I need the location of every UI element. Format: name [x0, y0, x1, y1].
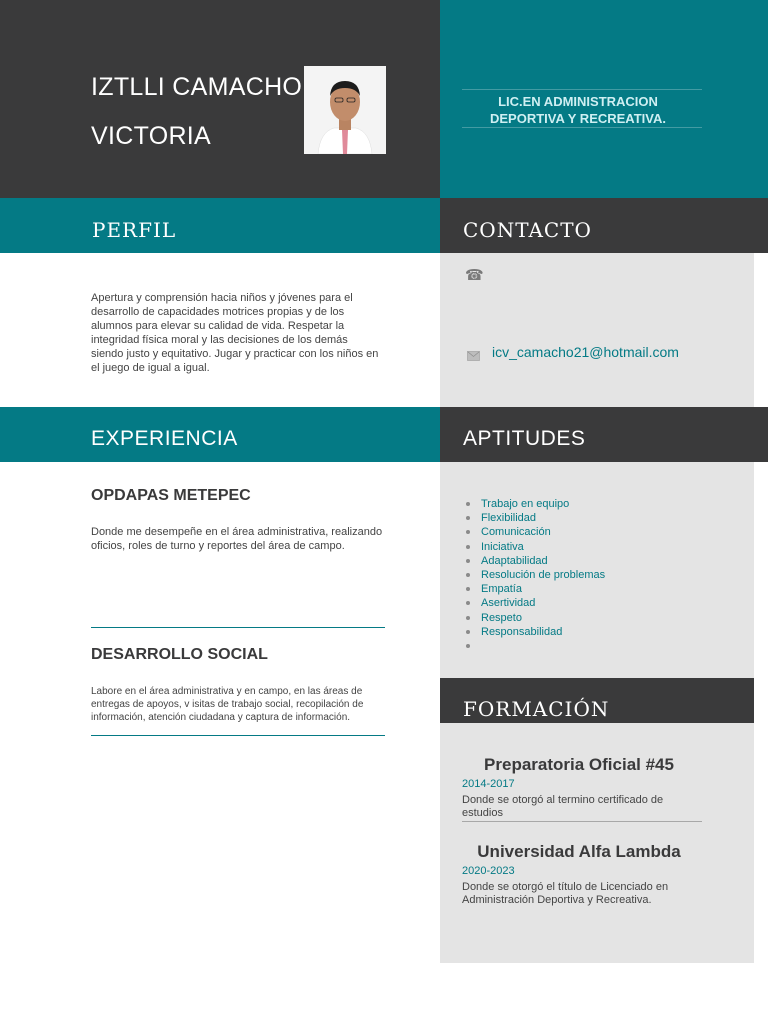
degree-bottom-rule [462, 127, 702, 128]
education-2-school: Universidad Alfa Lambda [477, 842, 681, 861]
name-first-line: IZTLLI CAMACHO [91, 73, 303, 101]
degree-top-rule [462, 89, 702, 90]
skills-list [463, 497, 723, 653]
aptitudes-heading: APTITUDES [463, 427, 586, 450]
education-2-years: 2020-2023 [462, 865, 515, 877]
education-2-description: Donde se otorgó el título de Licenciado en Administración Deportiva y Recreativa. [462, 881, 669, 906]
perfil-heading: PERFIL [92, 218, 177, 242]
experience-2-description: Labore en el área administrativa y en campo, en las áreas de entregas de apoyos, v isitas de trabajo social, recopilación de información, atención ciudadana y captura de información. [91, 686, 364, 723]
email-link[interactable]: icv_camacho21@hotmail.com [492, 344, 679, 360]
skill-item: Empatía [463, 582, 723, 596]
skill-item: Responsabilidad [463, 625, 723, 639]
phone-icon: ☎ [465, 267, 484, 284]
education-divider [462, 821, 702, 822]
name-second-line: VICTORIA [91, 122, 212, 150]
skill-item-empty [463, 639, 723, 653]
profile-text: Apertura y comprensión hacia niños y jóvenes para el desarrollo de capacidades motrices propias y de los alumnos para elevar su calidad de vida. Respetar la integridad física moral y las decisiones de los demás siendo justo y equitativo. Jugar y practicar con los niños en el juego de igual a igual. [91, 292, 379, 374]
contacto-heading: CONTACTO [463, 218, 592, 242]
skill-item: Comunicación [463, 525, 723, 539]
experience-end-divider [91, 735, 385, 736]
person-photo-icon [304, 66, 386, 154]
envelope-icon [467, 348, 480, 358]
skill-item: Flexibilidad [463, 511, 723, 525]
experience-2-company: DESARROLLO SOCIAL [91, 646, 268, 663]
skill-item: Adaptabilidad [463, 554, 723, 568]
formacion-heading: FORMACIÓN [463, 697, 610, 721]
skill-item: Iniciativa [463, 540, 723, 554]
skill-item: Respeto [463, 611, 723, 625]
skill-item: Resolución de problemas [463, 568, 723, 582]
profile-photo [304, 66, 386, 154]
education-1-school: Preparatoria Oficial #45 [484, 755, 674, 774]
education-1-years: 2014-2017 [462, 778, 515, 790]
contacto-panel [440, 253, 754, 407]
experiencia-heading: EXPERIENCIA [91, 427, 238, 450]
skill-item: Trabajo en equipo [463, 497, 723, 511]
experience-1-company: OPDAPAS METEPEC [91, 487, 251, 504]
experience-1-description: Donde me desempeñe en el área administrativa, realizando oficios, roles de turno y reportes del área de campo. [91, 526, 383, 552]
perfil-bar [0, 198, 440, 253]
degree-title: LIC.EN ADMINISTRACION DEPORTIVA Y RECREATIVA. [489, 94, 666, 126]
education-1-description: Donde se otorgó al termino certificado de estudios [462, 794, 664, 819]
experience-divider [91, 627, 385, 628]
skill-item: Asertividad [463, 596, 723, 610]
